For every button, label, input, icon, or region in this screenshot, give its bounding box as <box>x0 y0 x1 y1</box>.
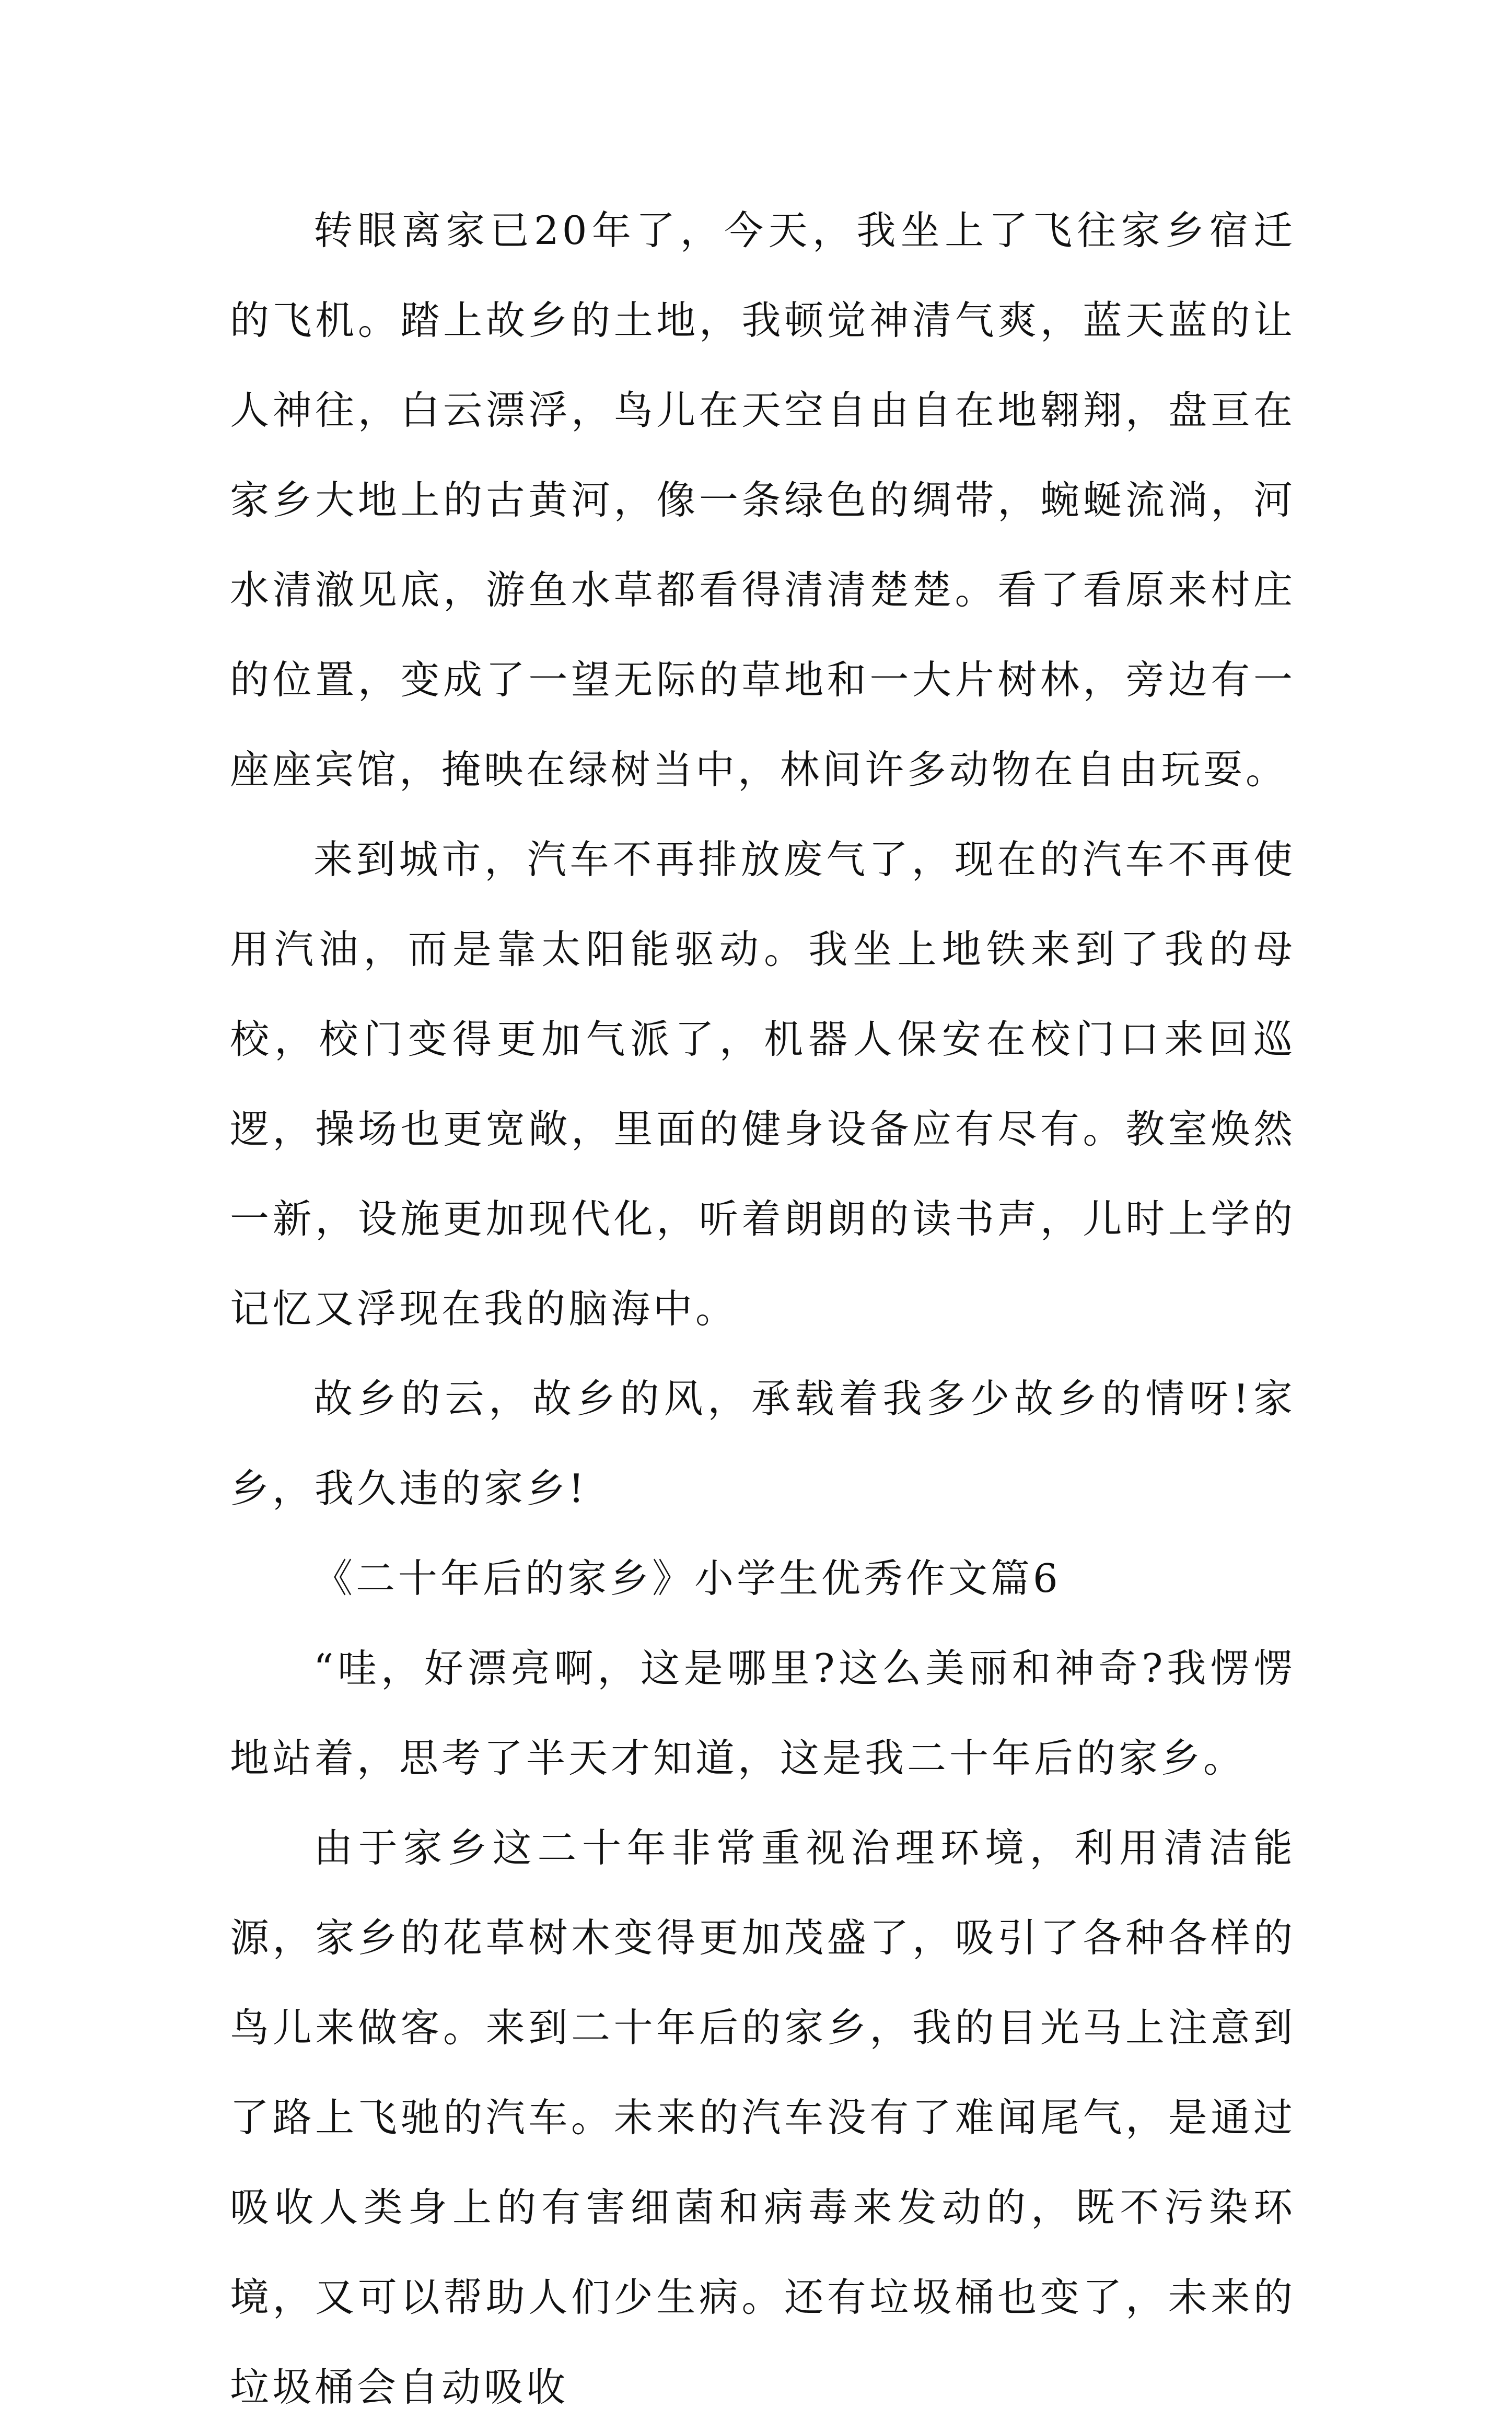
text-column <box>230 185 1296 2432</box>
paragraph-wow: “哇，好漂亮啊，这是哪里?这么美丽和神奇?我愣愣地站着，思考了半天才知道，这是我二十年后的家乡。 <box>230 1645 1296 1781</box>
paragraph-environment: 由于家乡这二十年非常重视治理环境，利用清洁能源，家乡的花草树木变得更加茂盛了，吸引了各种各样的鸟儿来做客。来到二十年后的家乡，我的目光马上注意到了路上飞驰的汽车。未来的汽车没有了难闻尾气，是通过吸收人类身上的有害细菌和病毒来发动的，既不污染环境，又可以帮助人们少生病。还有垃圾桶也变了，未来的垃圾桶会自动吸收 <box>230 1825 1296 2410</box>
paragraph-homeland-feeling: 故乡的云，故乡的风，承载着我多少故乡的情呀!家乡，我久违的家乡! <box>230 1376 1296 1511</box>
essay-heading: 《二十年后的家乡》小学生优秀作文篇6 <box>313 1555 1061 1601</box>
paragraph-return-home: 转眼离家已20年了，今天，我坐上了飞往家乡宿迁的飞机。踏上故乡的土地，我顿觉神清气爽，蓝天蓝的让人神往，白云漂浮，鸟儿在天空自由自在地翱翔，盘亘在家乡大地上的古黄河，像一条绿色的绸带，蜿蜒流淌，河水清澈见底，游鱼水草都看得清清楚楚。看了看原来村庄的位置，变成了一望无际的草地和一大片树林，旁边有一座座宾馆，掩映在绿树当中，林间许多动物在自由玩耍。 <box>230 207 1296 793</box>
paragraph-city: 来到城市，汽车不再排放废气了，现在的汽车不再使用汽油，而是靠太阳能驱动。我坐上地铁来到了我的母校，校门变得更加气派了，机器人保安在校门口来回巡逻，操场也更宽敞，里面的健身设备应有尽有。教室焕然一新，设施更加现代化，听着朗朗的读书声，儿时上学的记忆又浮现在我的脑海中。 <box>230 836 1296 1332</box>
